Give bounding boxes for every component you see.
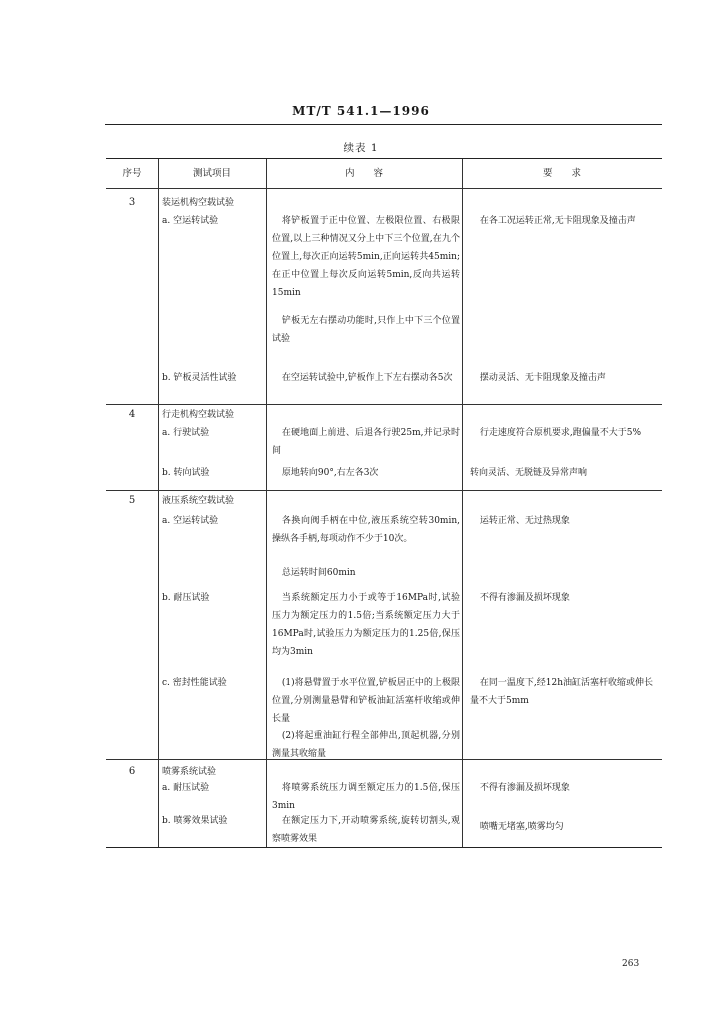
row-number: 3 (128, 197, 136, 208)
col-header-item: 测试项目 (192, 168, 231, 179)
test-item-name: a. 行驶试验 (162, 428, 210, 438)
test-requirement: 运转正常、无过热现象 (479, 516, 570, 526)
test-content: 在额定压力下,开动喷雾系统,旋转切割头,观察喷雾效果 (272, 816, 460, 844)
col-header-content: 内 容 (344, 168, 383, 179)
header-divider (106, 188, 662, 189)
test-requirement: 行走速度符合原机要求,跑偏量不大于5% (479, 428, 642, 438)
page-number: 263 (622, 959, 640, 969)
test-requirement: 摆动灵活、无卡阻现象及撞击声 (479, 373, 606, 383)
group-title: 装运机构空载试验 (162, 198, 235, 208)
col-header-requirement: 要 求 (542, 168, 581, 179)
test-content: 各换向阀手柄在中位,液压系统空转30min,操纵各手柄,每项动作不少于10次。 (272, 516, 460, 544)
test-content: 铲板无左右摆动功能时,只作上中下三个位置试验 (272, 316, 460, 344)
column-divider (462, 159, 463, 847)
row-divider (106, 490, 662, 491)
test-content: 当系统额定压力小于或等于16MPa时,试验压力为额定压力的1.5倍;当系统额定压力大于16MPa时,试验压力为额定压力的1.25倍,保压均为3min (272, 593, 460, 657)
col-header-number: 序号 (122, 168, 142, 179)
test-requirement: 转向灵活、无脱链及异常声响 (470, 468, 588, 478)
test-item-name: a. 耐压试验 (162, 783, 210, 793)
row-number: 6 (128, 766, 136, 777)
test-content: (2)将起重油缸行程全部伸出,顶起机器,分别测量其收缩量 (272, 731, 460, 759)
test-item-name: a. 空运转试验 (162, 216, 219, 226)
test-item-name: a. 空运转试验 (162, 516, 219, 526)
test-content: 原地转向90°,右左各3次 (281, 468, 379, 478)
column-divider (158, 159, 159, 847)
group-title: 液压系统空载试验 (162, 496, 235, 506)
test-requirement: 在各工况运转正常,无卡阻现象及撞击声 (479, 216, 636, 226)
test-table (106, 158, 662, 848)
row-number: 5 (128, 495, 136, 506)
test-requirement: 不得有渗漏及损坏现象 (479, 593, 570, 603)
group-title: 喷雾系统试验 (162, 767, 217, 777)
test-content: 在硬地面上前进、后退各行驶25m,并记录时间 (272, 428, 460, 456)
row-divider (106, 404, 662, 405)
test-requirement: 不得有渗漏及损坏现象 (479, 783, 570, 793)
test-requirement: 在同一温度下,经12h油缸活塞杆收缩或伸长量不大于5mm (470, 678, 654, 706)
test-item-name: b. 铲板灵活性试验 (162, 373, 237, 383)
standard-code-header: MT/T 541.1—1996 (292, 104, 430, 118)
test-content: 将铲板置于正中位置、左极限位置、右极限位置,以上三种情况又分上中下三个位置,在九个位置上,每次正向运转5min,正向运转共45min;在正中位置上每次反向运转5min,反向共运转15min (272, 216, 460, 298)
row-number: 4 (128, 409, 136, 420)
test-content: 将喷雾系统压力调至额定压力的1.5倍,保压3min (272, 783, 460, 811)
test-item-name: b. 耐压试验 (162, 593, 210, 603)
test-content: 在空运转试验中,铲板作上下左右摆动各5次 (281, 373, 453, 383)
test-item-name: b. 转向试验 (162, 468, 210, 478)
test-content: (1)将悬臂置于水平位置,铲板居正中的上极限位置,分别测量悬臂和铲板油缸活塞杆收缩或伸长量 (272, 678, 460, 724)
test-content: 总运转时间60min (281, 568, 356, 578)
group-title: 行走机构空载试验 (162, 410, 235, 420)
test-item-name: b. 喷雾效果试验 (162, 816, 228, 826)
table-caption: 续表 1 (343, 142, 379, 154)
column-divider (266, 159, 267, 847)
test-requirement: 喷嘴无堵塞,喷雾均匀 (479, 822, 564, 832)
test-item-name: c. 密封性能试验 (162, 678, 227, 688)
header-rule (105, 124, 662, 125)
